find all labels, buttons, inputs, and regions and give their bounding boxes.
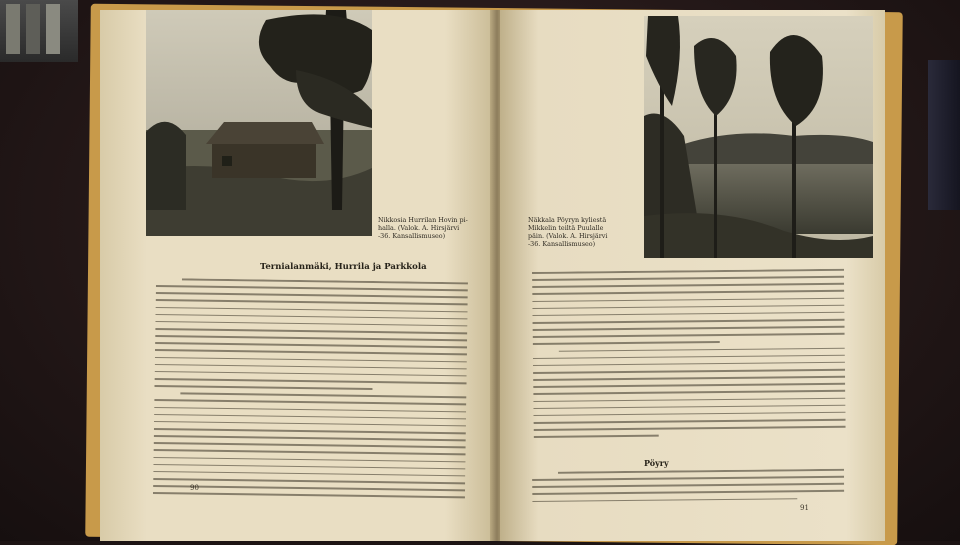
caption-line: Mikkelin teiltä Puulalle <box>528 224 604 232</box>
book-spine <box>46 4 60 54</box>
bookshelf-right <box>928 60 960 210</box>
body-text <box>532 469 844 520</box>
right-photo-caption <box>528 216 638 248</box>
section-heading: Pöyry <box>644 458 669 468</box>
log-house-image <box>146 10 372 236</box>
section-heading: Ternialanmäki, Hurrila ja Parkkola <box>260 262 427 272</box>
book-spine <box>26 4 40 54</box>
caption-line: päin. (Valok. A. Hirsjärvi <box>528 232 608 240</box>
lake-pines-image <box>644 16 873 258</box>
caption-line: -36. Kansallismuseo) <box>378 232 446 240</box>
bookshelf-left <box>0 0 78 62</box>
caption-line: Nikkosia Hurrilan Hovin pi- <box>378 216 468 224</box>
left-page <box>100 10 492 541</box>
body-text <box>532 269 846 446</box>
caption-line: -36. Kansallismuseo) <box>528 240 596 248</box>
page-number: 90 <box>190 484 199 492</box>
log-house-photo <box>146 10 372 236</box>
body-text <box>153 278 468 500</box>
caption-line: Näkkala Pöyryn kyliestä <box>528 216 607 224</box>
caption-line: halla. (Valok. A. Hirsjärvi <box>378 224 460 232</box>
book-spine <box>6 4 20 54</box>
page-number: 91 <box>800 504 809 512</box>
left-photo-caption <box>378 216 486 240</box>
lake-pines-photo <box>644 16 873 258</box>
right-page <box>500 10 885 541</box>
